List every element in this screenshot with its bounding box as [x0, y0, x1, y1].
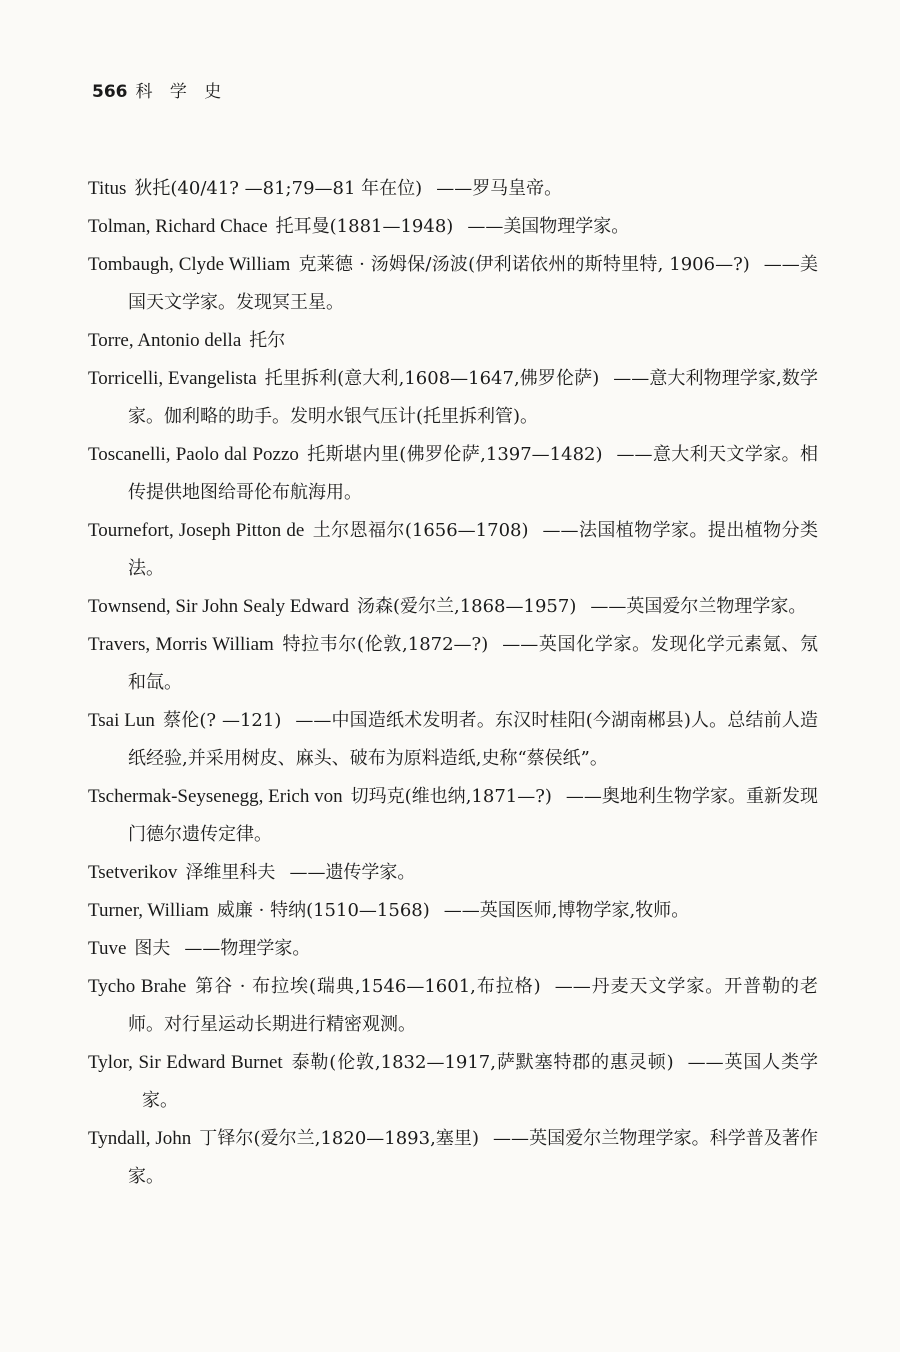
entry-chinese: 特拉韦尔(伦敦,1872—?): [281, 634, 489, 655]
entry-description: ——法国植物学家。提出植物分类法。: [128, 520, 819, 579]
entry-chinese: 图夫: [134, 938, 171, 959]
entry-name: Tuve: [88, 938, 127, 959]
entry-description: ——丹麦天文学家。开普勒的老师。对行星运动长期进行精密观测。: [128, 976, 818, 1035]
entry-name: Torricelli, Evangelista: [88, 368, 257, 389]
entry-chinese: 托耳曼(1881—1948): [275, 216, 454, 237]
entry-name: Tycho Brahe: [88, 976, 187, 997]
entry-name: Toscanelli, Paolo dal Pozzo: [88, 444, 299, 465]
entry-chinese: 克莱德 · 汤姆保/汤波(伊利诺依州的斯特里特, 1906—?): [298, 254, 750, 275]
entry-name: Tolman, Richard Chace: [88, 216, 268, 237]
entry-description: ——意大利物理学家,数学家。伽利略的助手。发明水银气压计(托里拆利管)。: [128, 368, 818, 427]
entry-tombaugh: [88, 246, 818, 322]
entry-tournefort: [88, 512, 818, 588]
entry-tycho-brahe: [88, 968, 818, 1044]
entry-tsai-lun: [88, 702, 818, 778]
entry-name: Travers, Morris William: [88, 634, 274, 655]
glossary-entries: [88, 170, 818, 1196]
entry-description: ——美国物理学家。: [467, 216, 630, 237]
entry-tolman: [88, 208, 818, 246]
entry-name: Townsend, Sir John Sealy Edward: [88, 596, 349, 617]
entry-name: Tombaugh, Clyde William: [88, 254, 291, 275]
entry-description: ——英国爱尔兰物理学家。: [590, 596, 807, 617]
entry-name: Torre, Antonio della: [88, 330, 242, 351]
page-number: 566: [92, 82, 128, 102]
book-title: 科 学 史: [135, 82, 228, 102]
entry-description: ——意大利天文学家。相传提供地图给哥伦布航海用。: [128, 444, 819, 503]
entry-description: ——中国造纸术发明者。东汉时桂阳(今湖南郴县)人。总结前人造纸经验,并采用树皮、麻头、破布为原料造纸,史称“蔡侯纸”。: [128, 710, 818, 769]
page-header: [92, 82, 227, 102]
entry-name: Tylor, Sir Edward Burnet: [88, 1052, 283, 1073]
entry-description: ——美国天文学家。发现冥王星。: [128, 254, 818, 313]
entry-description: ——遗传学家。: [289, 862, 416, 883]
entry-description: ——物理学家。: [184, 938, 311, 959]
entry-travers: [88, 626, 818, 702]
entry-chinese: 托尔: [249, 330, 286, 351]
entry-description: ——英国医师,博物学家,牧师。: [443, 900, 690, 921]
entry-tuve: [88, 930, 818, 968]
entry-townsend: [88, 588, 818, 626]
entry-chinese: 托斯堪内里(佛罗伦萨,1397—1482): [306, 444, 603, 465]
entry-tsetverikov: [88, 854, 818, 892]
entry-chinese: 狄托(40/41? —81;79—81 年在位): [134, 178, 423, 199]
entry-description: ——英国化学家。发现化学元素氪、氖和氙。: [128, 634, 819, 693]
entry-chinese: 托里拆利(意大利,1608—1647,佛罗伦萨): [264, 368, 600, 389]
entry-chinese: 丁铎尔(爱尔兰,1820—1893,塞里): [199, 1128, 480, 1149]
entry-name: Tschermak-Seysenegg, Erich von: [88, 786, 343, 807]
entry-chinese: 泽维里科夫: [185, 862, 276, 883]
entry-chinese: 威廉 · 特纳(1510—1568): [216, 900, 430, 921]
entry-chinese: 泰勒(伦敦,1832—1917,萨默塞特郡的惠灵顿): [290, 1052, 674, 1073]
entry-name: Tyndall, John: [88, 1128, 192, 1149]
entry-description: ——奥地利生物学家。重新发现门德尔遗传定律。: [128, 786, 819, 845]
entry-name: Tsetverikov: [88, 862, 178, 883]
entry-description: ——英国人类学家。: [142, 1052, 819, 1111]
entry-chinese: 切玛克(维也纳,1871—?): [350, 786, 552, 807]
entry-name: Turner, William: [88, 900, 209, 921]
entry-tylor: [88, 1044, 818, 1120]
entry-description: ——英国爱尔兰物理学家。科学普及著作家。: [128, 1128, 818, 1187]
entry-name: Tournefort, Joseph Pitton de: [88, 520, 305, 541]
entry-tyndall: [88, 1120, 818, 1196]
entry-chinese: 土尔恩福尔(1656—1708): [312, 520, 529, 541]
entry-name: Titus: [88, 178, 127, 199]
entry-description: ——罗马皇帝。: [436, 178, 563, 199]
entry-toscanelli: [88, 436, 818, 512]
entry-tschermak: [88, 778, 818, 854]
entry-torricelli: [88, 360, 818, 436]
entry-turner: [88, 892, 818, 930]
entry-name: Tsai Lun: [88, 710, 155, 731]
entry-chinese: 蔡伦(? —121): [162, 710, 282, 731]
entry-chinese: 第谷 · 布拉埃(瑞典,1546—1601,布拉格): [194, 976, 541, 997]
entry-titus: [88, 170, 818, 208]
entry-torre: [88, 322, 818, 360]
entry-chinese: 汤森(爱尔兰,1868—1957): [356, 596, 577, 617]
